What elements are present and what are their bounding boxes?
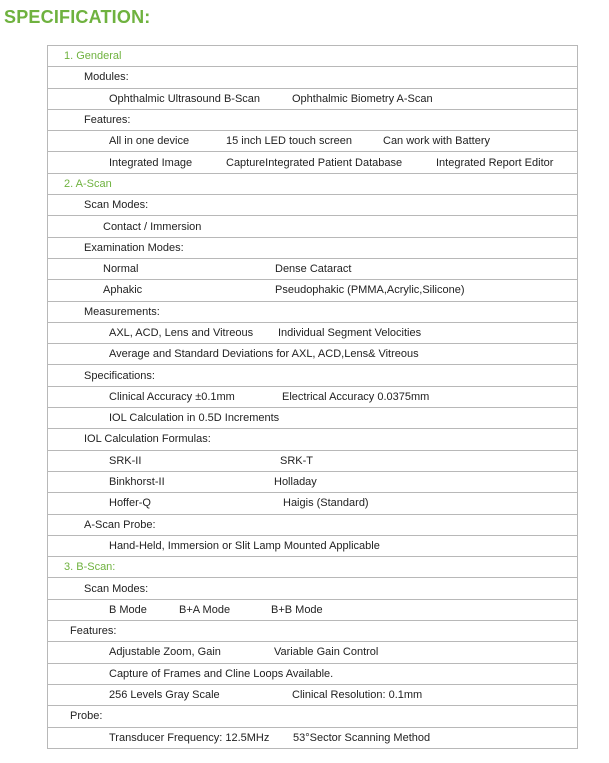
spec-value: Aphakic xyxy=(103,284,143,297)
spec-label: Features: xyxy=(70,625,117,638)
spec-row xyxy=(48,451,577,472)
spec-value: B+A Mode xyxy=(179,603,231,616)
spec-row xyxy=(48,600,577,621)
spec-value: Pseudophakic (PMMA,Acrylic,Silicone) xyxy=(275,284,465,297)
spec-value: AXL, ACD, Lens and Vitreous xyxy=(109,327,254,339)
spec-value: Hand-Held, Immersion or Slit Lamp Mounted Applicable xyxy=(109,539,380,552)
spec-label: Measurements: xyxy=(84,305,160,318)
spec-row xyxy=(48,536,577,557)
spec-value: Integrated Image xyxy=(109,156,193,169)
spec-label: Modules: xyxy=(84,71,129,84)
section-title: 3. B-Scan: xyxy=(64,561,116,574)
spec-label: Probe: xyxy=(70,710,103,723)
spec-row xyxy=(48,110,577,131)
spec-row xyxy=(48,152,577,173)
spec-label: Scan Modes: xyxy=(84,582,149,595)
spec-value: Clinical Resolution: 0.1mm xyxy=(292,689,423,702)
spec-row xyxy=(48,238,577,259)
spec-value: CaptureIntegrated Patient Database xyxy=(226,156,403,169)
spec-value: Transducer Frequency: 12.5MHz xyxy=(109,731,270,744)
spec-label: Features: xyxy=(84,114,131,127)
spec-row xyxy=(48,621,577,642)
spec-row xyxy=(48,728,577,749)
section-header-general xyxy=(48,46,577,67)
spec-value: Can work with Battery xyxy=(383,135,490,148)
spec-value: Hoffer-Q xyxy=(109,497,151,510)
spec-value: B Mode xyxy=(109,603,147,616)
spec-label: Specifications: xyxy=(84,369,155,382)
spec-value: SRK-T xyxy=(280,454,313,467)
spec-value: Contact / Immersion xyxy=(103,220,202,233)
spec-row xyxy=(48,195,577,216)
spec-row xyxy=(48,323,577,344)
spec-row xyxy=(48,280,577,301)
spec-row xyxy=(48,664,577,685)
spec-value: Ophthalmic Ultrasound B-Scan xyxy=(109,92,261,105)
spec-value: Dense Cataract xyxy=(275,263,352,276)
spec-row xyxy=(48,408,577,429)
spec-value: Electrical Accuracy 0.0375mm xyxy=(282,390,430,403)
spec-value: Ophthalmic Biometry A-Scan xyxy=(292,92,433,105)
spec-value: Binkhorst-II xyxy=(109,476,165,489)
spec-value: B+B Mode xyxy=(271,603,323,616)
spec-value: Normal xyxy=(103,263,139,276)
spec-value: 53°Sector Scanning Method xyxy=(293,731,431,744)
spec-value: Capture of Frames and Cline Loops Available. xyxy=(109,667,334,680)
spec-row xyxy=(48,216,577,237)
spec-row xyxy=(48,493,577,514)
spec-row xyxy=(48,302,577,323)
spec-label: Examination Modes: xyxy=(84,241,184,254)
spec-value: SRK-II xyxy=(109,454,142,467)
spec-label: IOL Calculation Formulas: xyxy=(84,433,211,446)
spec-row xyxy=(48,131,577,152)
spec-row xyxy=(48,578,577,599)
spec-value: Average and Standard Deviations for AXL, ACD,Lens& Vitreous xyxy=(109,348,419,361)
spec-value: Haigis (Standard) xyxy=(283,497,369,510)
spec-row xyxy=(48,387,577,408)
spec-value: Integrated Report Editor xyxy=(436,156,554,169)
spec-value: Individual Segment Velocities xyxy=(278,327,422,339)
spec-value: Variable Gain Control xyxy=(274,646,379,659)
spec-value: 15 inch LED touch screen xyxy=(226,135,352,148)
spec-value: Holladay xyxy=(274,476,317,489)
page-title: SPECIFICATION: xyxy=(4,7,151,27)
section-header-a-scan xyxy=(48,174,577,195)
spec-label: Scan Modes: xyxy=(84,199,149,212)
spec-row xyxy=(48,67,577,88)
spec-row xyxy=(48,642,577,663)
spec-value: Clinical Accuracy ±0.1mm xyxy=(109,390,235,403)
spec-row xyxy=(48,515,577,536)
section-header-b-scan xyxy=(48,557,577,578)
spec-value: IOL Calculation in 0.5D Increments xyxy=(109,412,280,425)
spec-row xyxy=(48,472,577,493)
spec-row xyxy=(48,259,577,280)
spec-row xyxy=(48,429,577,450)
spec-row xyxy=(48,365,577,386)
spec-row xyxy=(48,344,577,365)
spec-row xyxy=(48,89,577,110)
spec-value: 256 Levels Gray Scale xyxy=(109,689,220,702)
spec-value: All in one device xyxy=(109,135,190,148)
spec-row xyxy=(48,685,577,706)
spec-row xyxy=(48,706,577,727)
section-title: 2. A-Scan xyxy=(64,177,112,190)
spec-label: A-Scan Probe: xyxy=(84,518,156,531)
specification-table xyxy=(47,45,578,749)
spec-value: Adjustable Zoom, Gain xyxy=(109,646,221,659)
section-title: 1. Genderal xyxy=(64,50,122,63)
